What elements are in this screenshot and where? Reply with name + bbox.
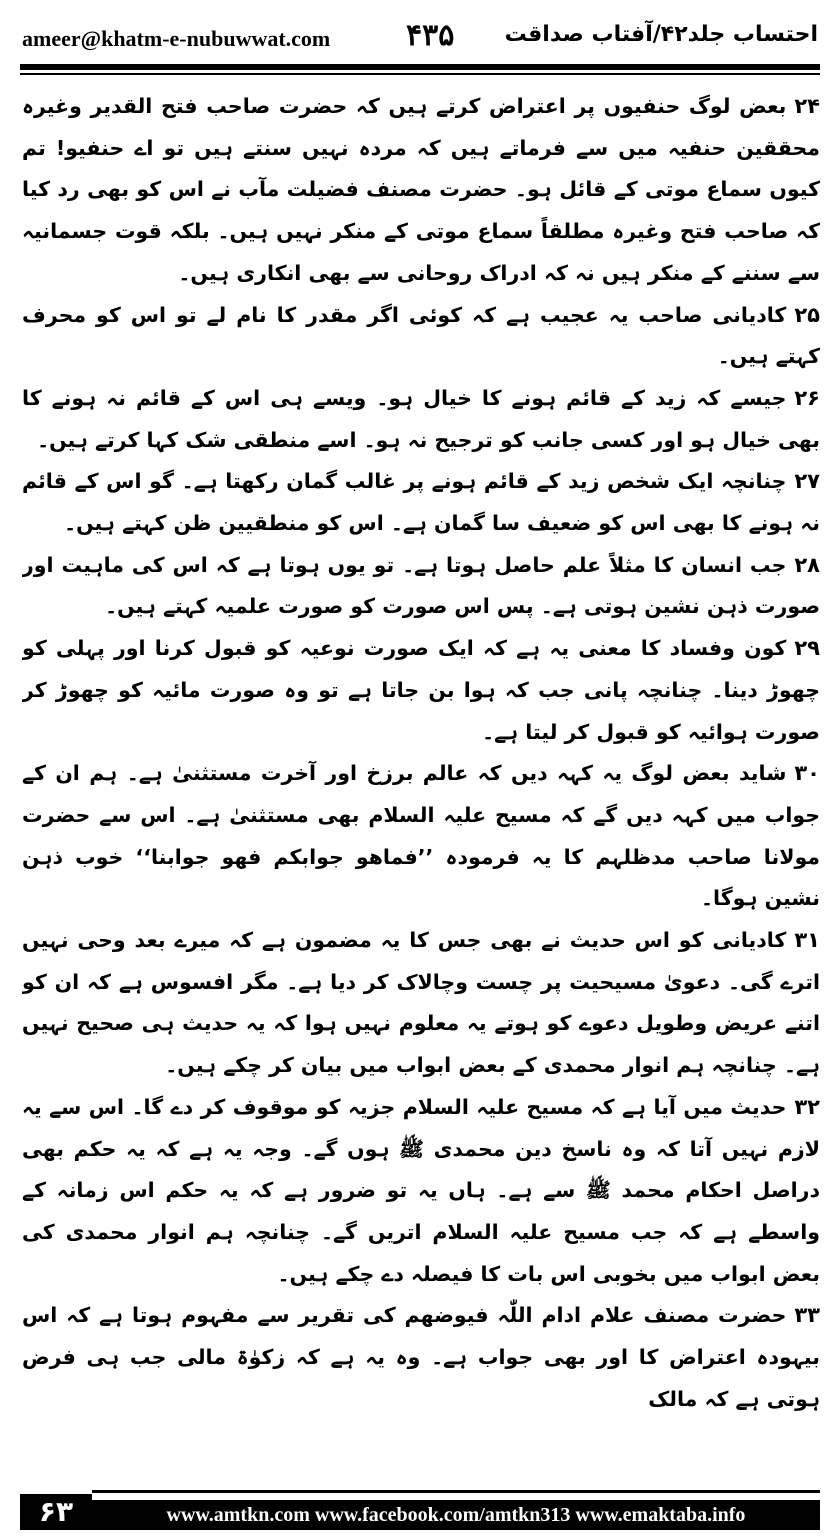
paragraph-number: ۲۷ <box>794 469 820 494</box>
paragraph-text: جب انسان کا مثلاً علم حاصل ہوتا ہے۔ تو یوں ہوتا ہے کہ اس کی ماہیت اور صورت ذہن نشین ہوتی ہے۔ پس اس صورت کو صورت علمیہ کہتے ہیں۔ <box>22 552 820 619</box>
paragraph-number: ۲۹ <box>794 636 820 661</box>
header-email: ameer@khatm-e-nubuwwat.com <box>22 26 331 51</box>
paragraph <box>22 628 820 753</box>
paragraph <box>22 295 820 378</box>
paragraph-text: حضرت مصنف علام ادام اللّٰہ فیوضھم کی تقریر سے مفہوم ہوتا ہے کہ اس بیہودہ اعتراض کا اور بھی جواب ہے۔ وہ یہ ہے کہ زکوٰۃ مالی جب ہی فرض ہوتی ہے کہ مالک <box>22 1303 820 1411</box>
paragraph-number: ۳۲ <box>794 1094 820 1119</box>
paragraph-text: بعض لوگ حنفیوں پر اعتراض کرتے ہیں کہ حضرت صاحب فتح القدیر وغیرہ محققین حنفیہ میں سے فرماتے ہیں کہ مردہ نہیں سنتے ہیں تو اے حنفیو! تم کیوں سماع موتی کے قائل ہو۔ حضرت مصنف فضیلت مآب نے اس کو بھی رد کیا کہ صاحب فتح وغیرہ مطلقاً سماع موتی کے منکر نہیں ہیں۔ بلکہ قوت جسمانیہ سے سننے کے منکر ہیں نہ کہ ادراک روحانی سے بھی انکاری ہیں۔ <box>22 94 820 285</box>
paragraph <box>22 1295 820 1420</box>
footer-divider <box>92 1490 820 1493</box>
paragraph-number: ۲۸ <box>794 552 820 577</box>
paragraph <box>22 753 820 920</box>
paragraph-text: جیسے کہ زید کے قائم ہونے کا خیال ہو۔ ویسے ہی اس کے قائم نہ ہونے کا بھی خیال ہو اور کسی جانب کو ترجیح نہ ہو۔ اسے منطقی شک کہا کرتے ہیں۔ <box>22 385 820 452</box>
paragraph-number: ۳۱ <box>794 928 820 953</box>
paragraph-number: ۲۴ <box>794 94 820 118</box>
paragraph-text: چنانچہ ایک شخص زید کے قائم ہونے پر غالب گمان رکھتا ہے۔ گو اس کے قائم نہ ہونے کا بھی اس کو ضعیف سا گمان ہے۔ اس کو منطقیین ظن کہتے ہیں۔ <box>22 469 820 536</box>
paragraph-text: کون وفساد کا معنی یہ ہے کہ ایک صورت نوعیہ کو قبول کرنا اور پہلی کو چھوڑ دینا۔ چنانچہ پانی جب کہ ہوا بن جاتا ہے تو وہ صورت مائیہ کو چھوڑ کر صورت ہوائیہ کو قبول کر لیتا ہے۔ <box>22 636 820 744</box>
paragraph <box>22 920 820 1087</box>
paragraph <box>22 378 820 461</box>
header-page-number: ۴۳۵ <box>406 18 455 53</box>
header-divider-thin <box>20 73 820 75</box>
paragraph <box>22 461 820 544</box>
paragraph-number: ۲۶ <box>794 385 820 410</box>
paragraph <box>22 1087 820 1296</box>
header-divider <box>20 64 820 70</box>
paragraph-text: شاید بعض لوگ یہ کہہ دیں کہ عالم برزخ اور آخرت مستثنیٰ ہے۔ ہم ان کے جواب میں کہہ دیں گے کہ مسیح علیہ السلام بھی مستثنیٰ ہے۔ اس سے حضرت مولانا صاحب مدظلہم کا یہ فرمودہ ’’فماھو جوابکم فھو جوابنا‘‘ خوب ذہن نشین ہوگا۔ <box>22 761 820 911</box>
paragraph-text: کادیانی صاحب یہ عجیب ہے کہ کوئی اگر مقدر کا نام لے تو اس کو محرف کہتے ہیں۔ <box>22 302 820 369</box>
paragraph <box>22 545 820 628</box>
footer-links: www.amtkn.com www.facebook.com/amtkn313 www.emaktaba.info <box>92 1500 820 1530</box>
paragraph-number: ۳۳ <box>794 1303 820 1328</box>
paragraph-text: حدیث میں آیا ہے کہ مسیح علیہ السلام جزیہ کو موقوف کر دے گا۔ اس سے یہ لازم نہیں آتا کہ وہ ناسخ دین محمدی ﷺ ہوں گے۔ وجہ یہ ہے کہ یہ حکم بھی دراصل احکام محمد ﷺ سے ہے۔ ہاں یہ تو ضرور ہے کہ یہ حکم اس زمانہ کے واسطے ہے کہ جب مسیح علیہ السلام اتریں گے۔ چنانچہ ہم انوار محمدی کی بعض ابواب میں بخوبی اس بات کا فیصلہ دے چکے ہیں۔ <box>22 1094 820 1286</box>
page-header <box>20 18 820 60</box>
footer-page-number: ۶۳ <box>20 1494 92 1530</box>
header-title: احتساب جلد۴۲/آفتاب صداقت <box>504 22 818 47</box>
paragraph-number: ۳۰ <box>794 761 820 786</box>
paragraph <box>22 86 820 295</box>
paragraph-text: کادیانی کو اس حدیث نے بھی جس کا یہ مضمون ہے کہ میرے بعد وحی نہیں اترے گی۔ دعویٰ مسیحیت پر چست وچالاک کر دیا ہے۔ مگر افسوس ہے کہ ان کو اتنے عریض وطویل دعوے کو ہوتے یہ معلوم نہیں ہوا کہ یہ حدیث ہی صحیح نہیں ہے۔ چنانچہ ہم انوار محمدی کے بعض ابواب میں بیان کر چکے ہیں۔ <box>22 928 820 1078</box>
paragraph-number: ۲۵ <box>794 302 820 327</box>
page-body <box>22 86 820 1456</box>
